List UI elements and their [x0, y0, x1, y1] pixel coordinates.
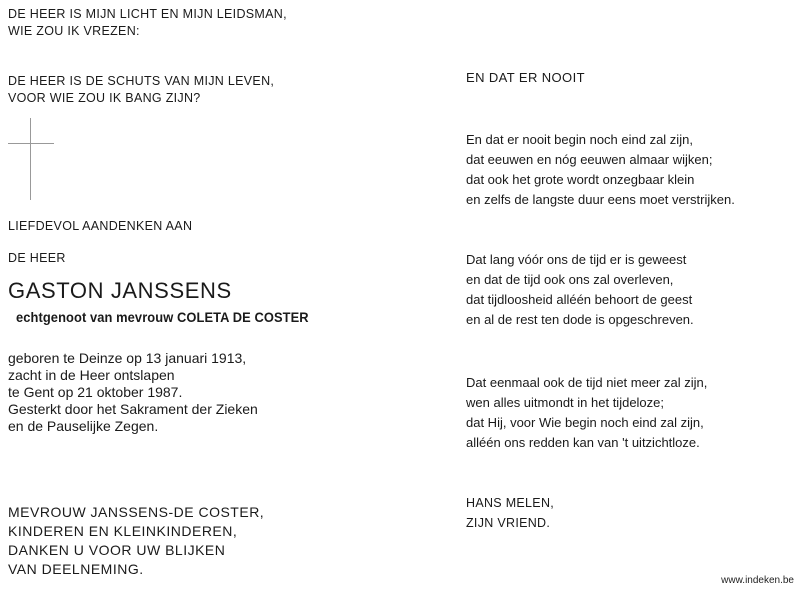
psalm-line: WIE ZOU IK VREZEN:	[8, 24, 140, 38]
deceased-name: GASTON JANSSENS	[8, 278, 232, 303]
poem-line: alléén ons redden kan van 't uitzichtloze.	[466, 435, 700, 450]
psalm-line: VOOR WIE ZOU IK BANG ZIJN?	[8, 91, 201, 105]
thanks-block	[8, 503, 264, 579]
poem-line: en dat de tijd ook ons zal overleven,	[466, 272, 674, 287]
psalm-line: DE HEER IS MIJN LICHT EN MIJN LEIDSMAN,	[8, 7, 287, 21]
bio-line: te Gent op 21 oktober 1987.	[8, 384, 183, 400]
website-link[interactable]: www.indeken.be	[721, 575, 794, 586]
poem-signature	[466, 493, 554, 533]
thanks-line: VAN DEELNEMING.	[8, 561, 144, 577]
poem-line: en zelfs de langste duur eens moet verstrijken.	[466, 192, 735, 207]
thanks-line: DANKEN U VOOR UW BLIJKEN	[8, 542, 226, 558]
poem-line: dat eeuwen en nóg eeuwen almaar wijken;	[466, 152, 713, 167]
signature-line: ZIJN VRIEND.	[466, 516, 551, 530]
bio-line: en de Pauselijke Zegen.	[8, 418, 159, 434]
thanks-line: MEVROUW JANSSENS-DE COSTER,	[8, 504, 265, 520]
psalm-verse-1	[8, 6, 287, 40]
memorial-intro: LIEFDEVOL AANDENKEN AAN	[8, 219, 193, 233]
poem-line: dat Hij, voor Wie begin noch eind zal zijn,	[466, 415, 704, 430]
bio-line: geboren te Deinze op 13 januari 1913,	[8, 350, 247, 366]
poem-line: dat ook het grote wordt onzegbaar klein	[466, 172, 695, 187]
poem-stanza-1	[466, 130, 735, 210]
signature-line: HANS MELEN,	[466, 496, 555, 510]
poem-title: EN DAT ER NOOIT	[466, 70, 585, 85]
poem-line: Dat lang vóór ons de tijd er is geweest	[466, 252, 687, 267]
psalm-line: DE HEER IS DE SCHUTS VAN MIJN LEVEN,	[8, 74, 275, 88]
spouse-line: echtgenoot van mevrouw COLETA DE COSTER	[16, 309, 309, 325]
psalm-verse-2	[8, 73, 274, 107]
poem-stanza-2	[466, 250, 694, 330]
poem-line: Dat eenmaal ook de tijd niet meer zal zijn,	[466, 375, 708, 390]
bio-line: Gesterkt door het Sakrament der Zieken	[8, 401, 258, 417]
poem-line: dat tijdloosheid alléén behoort de geest	[466, 292, 693, 307]
poem-stanza-3	[466, 373, 707, 453]
poem-line: en al de rest ten dode is opgeschreven.	[466, 312, 694, 327]
thanks-line: KINDEREN EN KLEINKINDEREN,	[8, 523, 238, 539]
bio-line: zacht in de Heer ontslapen	[8, 367, 175, 383]
biography	[8, 350, 258, 435]
honorific: DE HEER	[8, 251, 66, 265]
poem-line: En dat er nooit begin noch eind zal zijn,	[466, 132, 693, 147]
poem-line: wen alles uitmondt in het tijdeloze;	[466, 395, 665, 410]
